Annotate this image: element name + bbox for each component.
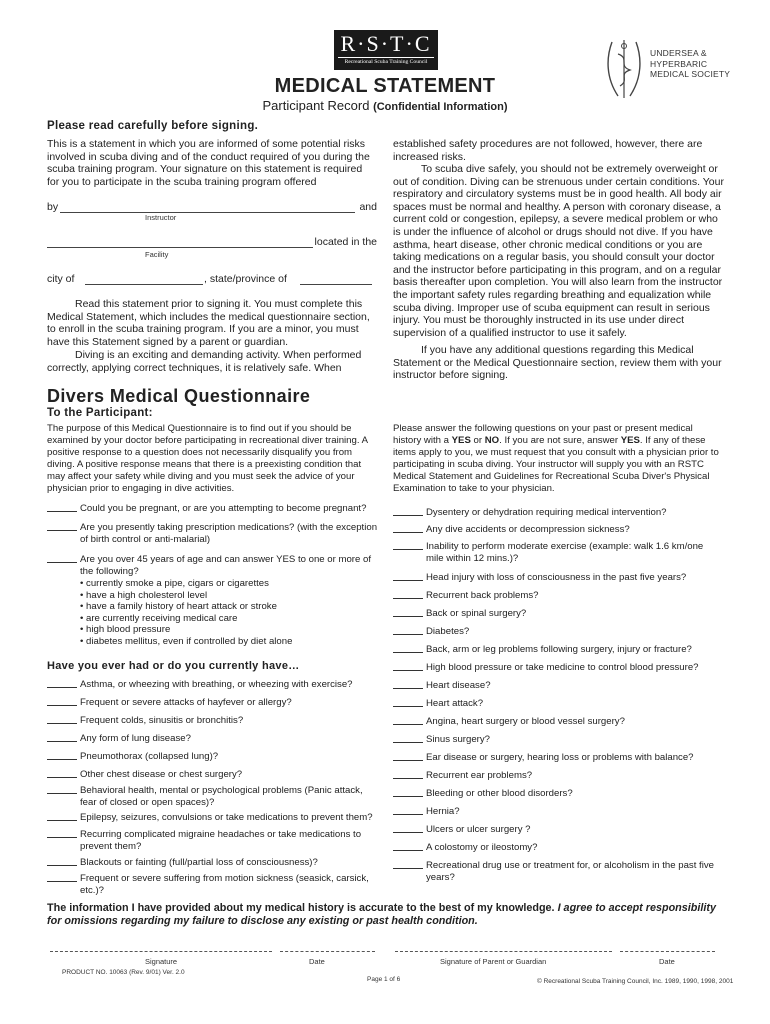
question-item <box>393 541 723 564</box>
state-label: , state/province of <box>204 273 287 285</box>
intro-paragraph-1: This is a statement in which you are informed of some potential risks involved in scuba diving and of the conduct required of you during the scuba training program. Your signature on this statement is required for you to participate in the scuba training program offered <box>47 138 370 188</box>
question-item <box>47 785 380 808</box>
questionnaire-title: Divers Medical Questionnaire <box>47 386 311 406</box>
city-field-row <box>47 273 377 287</box>
question-item <box>393 806 723 818</box>
declaration-part-a: The information I have provided about my medical history is accurate to the best of my knowledge. <box>47 902 555 914</box>
intro-right-paragraph-3: If you have any additional questions regarding this Medical Statement or the Medical Questionnaire section, review them with your instructor before signing. <box>393 344 722 382</box>
question-text: Head injury with loss of consciousness in the past five years? <box>426 572 687 583</box>
signature-label: Signature <box>145 957 178 966</box>
logo-sub-text: Recreational Scuba Training Council <box>338 57 434 66</box>
answer-blank[interactable] <box>47 687 77 688</box>
question-text: Angina, heart surgery or blood vessel surgery? <box>426 716 625 727</box>
question-text: Back or spinal surgery? <box>426 608 527 619</box>
question-item <box>393 680 723 692</box>
intro-right-paragraph-2: To scuba dive safely, you should not be extremely overweight or out of condition. Diving can be strenuous under certain conditions. Your respiratory and circulatory systems must be in good health. All body air spaces must be normal and healthy. A person with coronary disease, a current cold or congestion, epilepsy, a severe medical problem or who is under the influence of alcohol or drugs should not dive. If you have asthma, heart disease, other chronic medical conditions or you are taking medications on a regular basis, you should consult your doctor and the instructor before participating in this program, and on a regular basis thereafter upon completion. You will also learn from the instructor the important safety rules regarding breathing and equalization while scuba diving. Improper use of scuba equipment can result in serious injury. You must be thoroughly instructed in its use under direct supervision of a qualified instructor to use it safely. <box>393 163 724 339</box>
answer-blank[interactable] <box>393 532 423 533</box>
question-text: Heart disease? <box>426 680 491 691</box>
yes-word: YES <box>451 435 471 446</box>
answer-blank[interactable] <box>393 688 423 689</box>
answer-blank[interactable] <box>47 820 77 821</box>
answer-blank[interactable] <box>47 759 77 760</box>
question-text: Sinus surgery? <box>426 734 490 745</box>
question-item <box>47 812 380 824</box>
answer-blank[interactable] <box>393 616 423 617</box>
question-item <box>393 824 723 836</box>
question-item <box>393 698 723 710</box>
question-item <box>47 769 380 781</box>
right-intro-b: . If you are not sure, answer <box>499 435 621 446</box>
question-text: Asthma, or wheezing with breathing, or wheezing with exercise? <box>80 679 353 690</box>
to-participant-heading: To the Participant: <box>47 407 153 419</box>
subtitle-note: (Confidential Information) <box>373 101 508 113</box>
question-text: Frequent colds, sinusitis or bronchitis? <box>80 715 244 726</box>
question-text: Ulcers or ulcer surgery ? <box>426 824 531 835</box>
question-text: Heart attack? <box>426 698 484 709</box>
intro-right-paragraph-1: established safety procedures are not followed, however, there are increased risks. <box>393 138 703 163</box>
answer-blank[interactable] <box>47 562 77 563</box>
question-text: Behavioral health, mental or psychological problems (Panic attack, fear of closed or open spaces)? <box>80 785 363 808</box>
question-text: Any dive accidents or decompression sickness? <box>426 524 630 535</box>
copyright: © Recreational Scuba Training Council, Inc. 1989, 1990, 1998, 2001 <box>537 978 734 985</box>
have-you-heading: Have you ever had or do you currently have… <box>47 660 300 672</box>
answer-blank[interactable] <box>47 837 77 838</box>
facility-field[interactable] <box>47 247 313 248</box>
question-item <box>393 716 723 728</box>
questionnaire-right-intro <box>393 423 723 495</box>
date-label: Date <box>309 957 325 966</box>
question-text: Recurrent ear problems? <box>426 770 533 781</box>
yes-word-2: YES <box>620 435 640 446</box>
question-text: Frequent or severe suffering from motion sickness (seasick, carsick, etc.)? <box>80 873 369 896</box>
uhms-line-3: MEDICAL SOCIETY <box>650 69 731 79</box>
question-text: Pneumothorax (collapsed lung)? <box>80 751 219 762</box>
question-item <box>393 788 723 800</box>
question-item <box>393 507 723 519</box>
state-field[interactable] <box>300 284 372 285</box>
bullet-item: • have a high cholesterol level <box>80 589 208 601</box>
product-number: PRODUCT NO. 10063 (Rev. 9/01) Ver. 2.0 <box>62 969 185 976</box>
answer-blank[interactable] <box>47 530 77 531</box>
question-text: Blackouts or fainting (full/partial loss of consciousness)? <box>80 857 318 868</box>
bullet-item: • are currently receiving medical care <box>80 612 238 624</box>
answer-blank[interactable] <box>47 511 77 512</box>
question-text: Ear disease or surgery, hearing loss or problems with balance? <box>426 752 694 763</box>
question-item <box>393 524 723 536</box>
question-text: Are you presently taking prescription medications? (with the exception of birth control or anti-malarial) <box>80 522 378 545</box>
parent-date-label: Date <box>659 957 675 966</box>
question-text: Epilepsy, seizures, convulsions or take medications to prevent them? <box>80 812 373 823</box>
rstc-logo <box>334 30 438 70</box>
question-text: Inability to perform moderate exercise (example: walk 1.6 km/one mile within 12 mins.)? <box>426 541 704 564</box>
parent-signature-line[interactable] <box>395 951 612 952</box>
answer-blank[interactable] <box>393 706 423 707</box>
logo-main-text: R·S·T·C <box>340 31 432 56</box>
answer-blank[interactable] <box>393 850 423 851</box>
facility-field-row <box>47 236 377 250</box>
question-item <box>47 503 380 515</box>
answer-blank[interactable] <box>393 580 423 581</box>
answer-blank[interactable] <box>393 598 423 599</box>
answer-blank[interactable] <box>47 793 77 794</box>
date-line[interactable] <box>280 951 375 952</box>
question-text: Other chest disease or chest surgery? <box>80 769 243 780</box>
city-field[interactable] <box>85 284 203 285</box>
question-item <box>393 752 723 764</box>
right-intro-c: . If any of these items apply to you, we must request that you consult with a physician prior to participating in scuba diving. Your instructor will supply you with an RSTC Medical Statement and Guidelines for Recreational Scuba Diver's Physical Examination to take to your physician. <box>393 435 719 494</box>
answer-blank[interactable] <box>393 515 423 516</box>
question-item <box>47 873 380 896</box>
bullet-item: • currently smoke a pipe, cigars or cigarettes <box>80 578 269 589</box>
question-text: Frequent or severe attacks of hayfever or allergy? <box>80 697 292 708</box>
answer-blank[interactable] <box>47 741 77 742</box>
parent-signature-label: Signature of Parent or Guardian <box>440 957 547 966</box>
answer-blank[interactable] <box>47 777 77 778</box>
answer-blank[interactable] <box>47 881 77 882</box>
answer-blank[interactable] <box>393 652 423 653</box>
right-intro-a: Please answer the following questions on your past or present medical history with a <box>393 423 693 446</box>
question-text: Diabetes? <box>426 626 470 637</box>
question-item <box>47 715 380 727</box>
question-item <box>47 733 380 745</box>
question-text: Recreational drug use or treatment for, or alcoholism in the past five years? <box>426 860 714 883</box>
question-text: Hernia? <box>426 806 460 817</box>
question-item <box>393 734 723 746</box>
intro-paragraph-3: Diving is an exciting and demanding activity. When performed correctly, applying correct techniques, it is relatively safe. When <box>47 349 362 374</box>
question-item <box>393 590 723 602</box>
bullet-item: • diabetes mellitus, even if controlled by diet alone <box>80 635 293 647</box>
risk-bullet-list <box>80 578 292 647</box>
question-text: A colostomy or ileostomy? <box>426 842 538 853</box>
question-item <box>47 829 380 852</box>
instructor-caption: Instructor <box>145 213 177 222</box>
subtitle-main: Participant Record <box>262 98 370 113</box>
question-item <box>47 522 380 545</box>
no-word: NO <box>484 435 500 446</box>
question-item <box>393 770 723 782</box>
question-item <box>393 662 723 674</box>
question-text: High blood pressure or take medicine to control blood pressure? <box>426 662 699 673</box>
page-number: Page 1 of 6 <box>367 976 401 983</box>
page-title: MEDICAL STATEMENT <box>274 75 496 97</box>
answer-blank[interactable] <box>393 549 423 550</box>
answer-blank[interactable] <box>393 832 423 833</box>
question-item <box>393 860 723 883</box>
instructor-field[interactable] <box>60 212 355 213</box>
declaration <box>47 902 727 928</box>
answer-blank[interactable] <box>393 778 423 779</box>
uhms-line-1: UNDERSEA & <box>650 48 707 58</box>
intro-heading: Please read carefully before signing. <box>47 120 259 132</box>
question-text: Are you over 45 years of age and can answer YES to one or more of the following? <box>80 554 372 577</box>
question-item <box>393 842 723 854</box>
page-subtitle <box>0 98 770 113</box>
question-item <box>47 697 380 709</box>
by-label: by <box>47 201 59 213</box>
answer-blank[interactable] <box>393 796 423 797</box>
facility-caption: Facility <box>145 250 169 259</box>
question-text: Bleeding or other blood disorders? <box>426 788 573 799</box>
answer-blank[interactable] <box>393 724 423 725</box>
declaration-part-b: I agree to accept responsibility for omissions regarding my failure to disclose any existing or past health condition. <box>47 902 716 927</box>
answer-blank[interactable] <box>393 742 423 743</box>
question-item <box>47 679 380 691</box>
question-text: Back, arm or leg problems following surgery, injury or fracture? <box>426 644 692 655</box>
and-label: and <box>359 201 377 213</box>
city-label: city of <box>47 273 75 285</box>
question-item <box>47 857 380 869</box>
bullet-item: • have a family history of heart attack or stroke <box>80 601 277 612</box>
instructor-field-row <box>47 201 377 215</box>
question-item <box>393 608 723 620</box>
bullet-item: • high blood pressure <box>80 624 171 635</box>
answer-blank[interactable] <box>47 723 77 724</box>
answer-blank[interactable] <box>393 760 423 761</box>
question-item <box>47 554 380 577</box>
question-text: Any form of lung disease? <box>80 733 191 744</box>
question-text: Could you be pregnant, or are you attempting to become pregnant? <box>80 503 367 514</box>
question-item <box>393 644 723 656</box>
signature-line[interactable] <box>50 951 272 952</box>
or-word: or <box>470 435 485 446</box>
question-text: Recurrent back problems? <box>426 590 539 601</box>
answer-blank[interactable] <box>393 670 423 671</box>
intro-paragraph-2: Read this statement prior to signing it. You must complete this Medical Statement, which includes the medical questionnaire section, to enroll in the scuba training program. If you are a minor, you must have this Statement signed by a parent or guardian. <box>47 298 370 348</box>
question-text: Recurring complicated migraine headaches or take medications to prevent them? <box>80 829 362 852</box>
answer-blank[interactable] <box>393 634 423 635</box>
uhms-line-2: HYPERBARIC <box>650 58 708 69</box>
question-item <box>393 572 723 584</box>
answer-blank[interactable] <box>393 868 423 869</box>
answer-blank[interactable] <box>47 705 77 706</box>
question-item <box>393 626 723 638</box>
located-label: located in the <box>314 236 377 248</box>
answer-blank[interactable] <box>47 865 77 866</box>
question-item <box>47 751 380 763</box>
questionnaire-left-intro: The purpose of this Medical Questionnaire is to find out if you should be examined by your doctor before participating in recreational diver training. A positive response to a question does not necessarily disqualify you from diving. A positive response means that there is a preexisting condition that may affect your safety while diving and you must seek the advice of your physician prior to engaging in dive activities. <box>47 423 368 494</box>
answer-blank[interactable] <box>393 814 423 815</box>
question-text: Dysentery or dehydration requiring medical intervention? <box>426 507 667 518</box>
parent-date-line[interactable] <box>620 951 715 952</box>
